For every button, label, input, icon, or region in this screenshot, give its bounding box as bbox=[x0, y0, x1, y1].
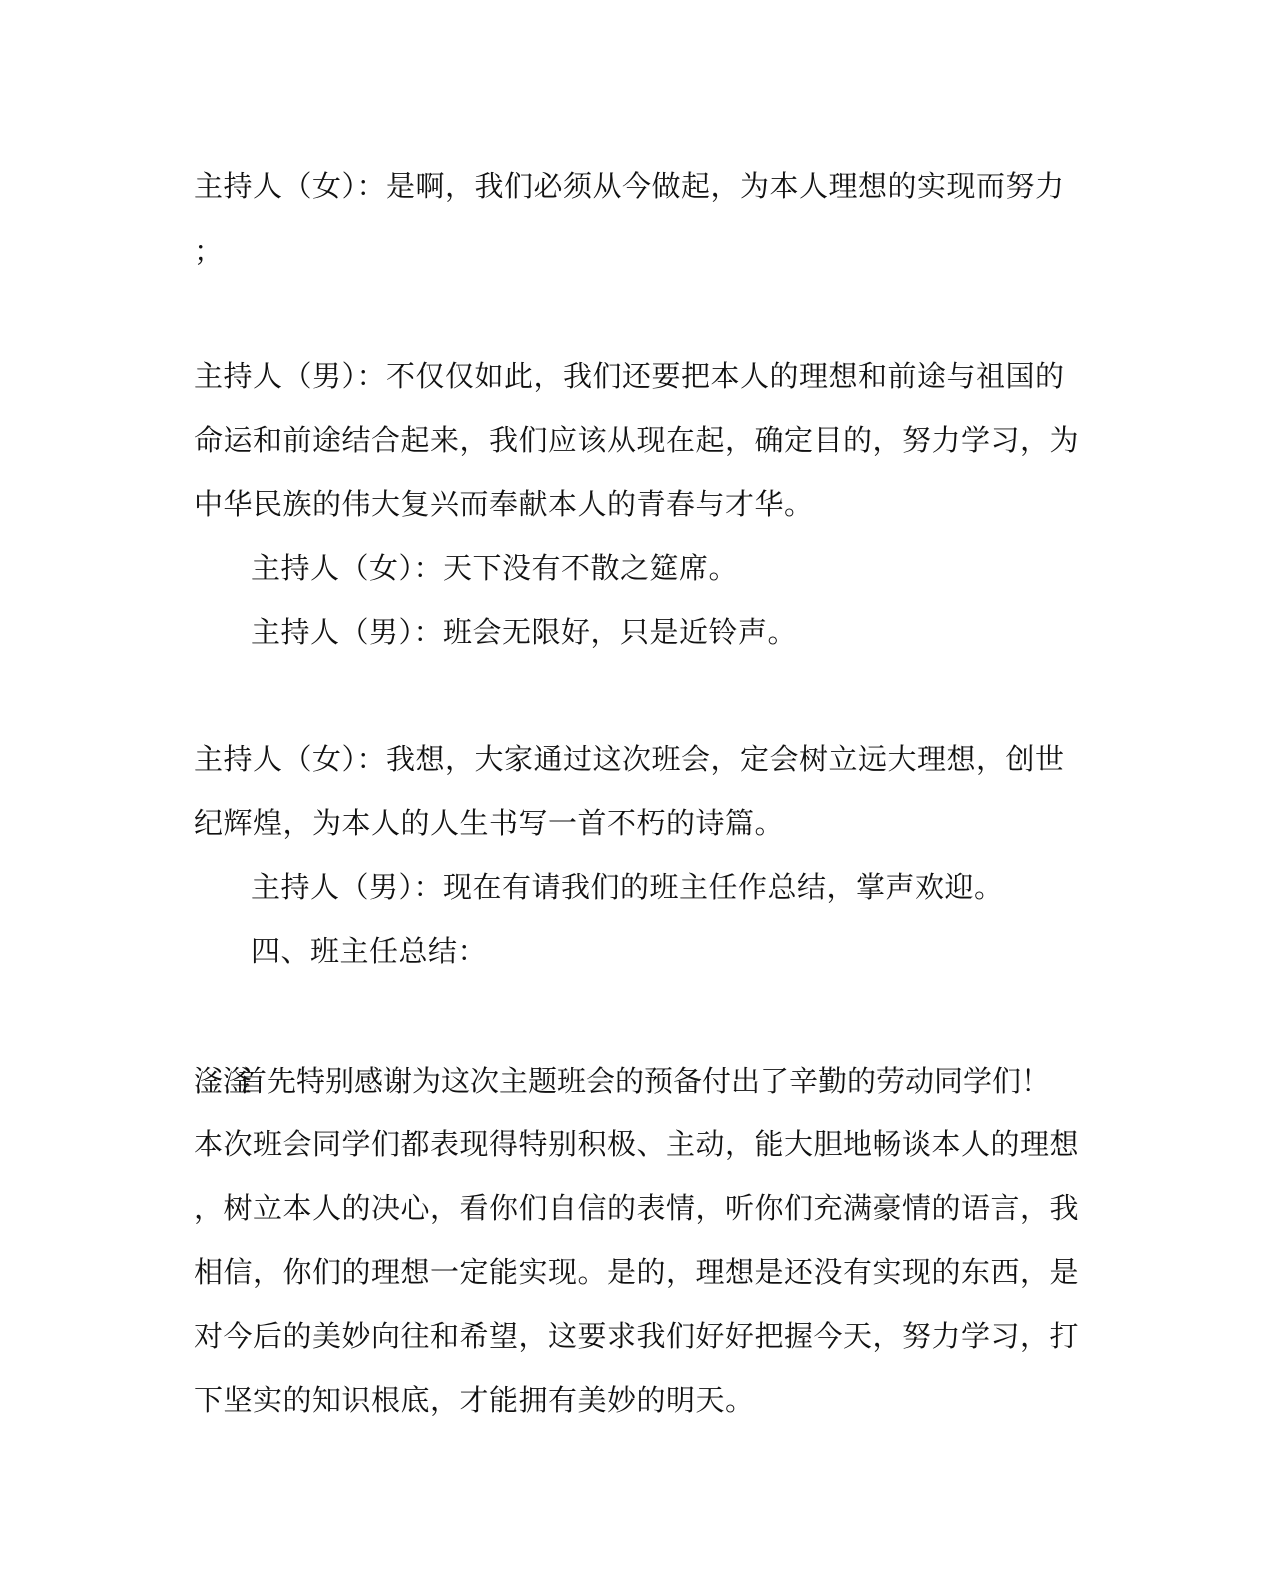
paragraph-line: 主持人（男）：现在有请我们的班主任作总结，掌声欢迎。 bbox=[251, 870, 1004, 904]
section-heading: 四、班主任总结： bbox=[251, 934, 488, 968]
paragraph-line: ，树立本人的决心，看你们自信的表情，听你们充满豪情的语言，我 bbox=[194, 1191, 1080, 1225]
paragraph-line: 主持人（男）：班会无限好，只是近铃声。 bbox=[251, 615, 798, 649]
overlapping-text-line bbox=[194, 1062, 1064, 1102]
paragraph-line: 对今后的美妙向往和希望，这要求我们好好把握今天，努力学习，打 bbox=[194, 1319, 1080, 1353]
paragraph-line: 相信，你们的理想一定能实现。是的，理想是还没有实现的东西，是 bbox=[194, 1255, 1080, 1289]
paragraph-line: 主持人（女）：是啊，我们必须从今做起，为本人理想的实现而努力 bbox=[194, 169, 1065, 203]
paragraph-line: 主持人（男）：不仅仅如此，我们还要把本人的理想和前途与祖国的 bbox=[194, 359, 1065, 393]
paragraph-line: 主持人（女）：我想，大家通过这次班会，定会树立远大理想，创世 bbox=[194, 742, 1065, 776]
paragraph-line: 中华民族的伟大复兴而奉献本人的青春与才华。 bbox=[194, 487, 814, 521]
paragraph-line: 主持人（女）：天下没有不散之筵席。 bbox=[251, 551, 739, 585]
paragraph-line: 纪辉煌，为本人的人生书写一首不朽的诗篇。 bbox=[194, 806, 785, 840]
overlap-prefix: 滏滏 bbox=[194, 1064, 253, 1098]
paragraph-line: ； bbox=[194, 234, 224, 268]
paragraph-line: 命运和前途结合起来，我们应该从现在起，确定目的，努力学习，为 bbox=[194, 423, 1080, 457]
paragraph-line: 下坚实的知识根底，才能拥有美妙的明天。 bbox=[194, 1383, 755, 1417]
overlap-text: 首先特别感谢为这次主题班会的预备付出了辛勤的劳动同学们！ bbox=[238, 1064, 1051, 1098]
paragraph-line: 本次班会同学们都表现得特别积极、主动，能大胆地畅谈本人的理想 bbox=[194, 1127, 1080, 1161]
